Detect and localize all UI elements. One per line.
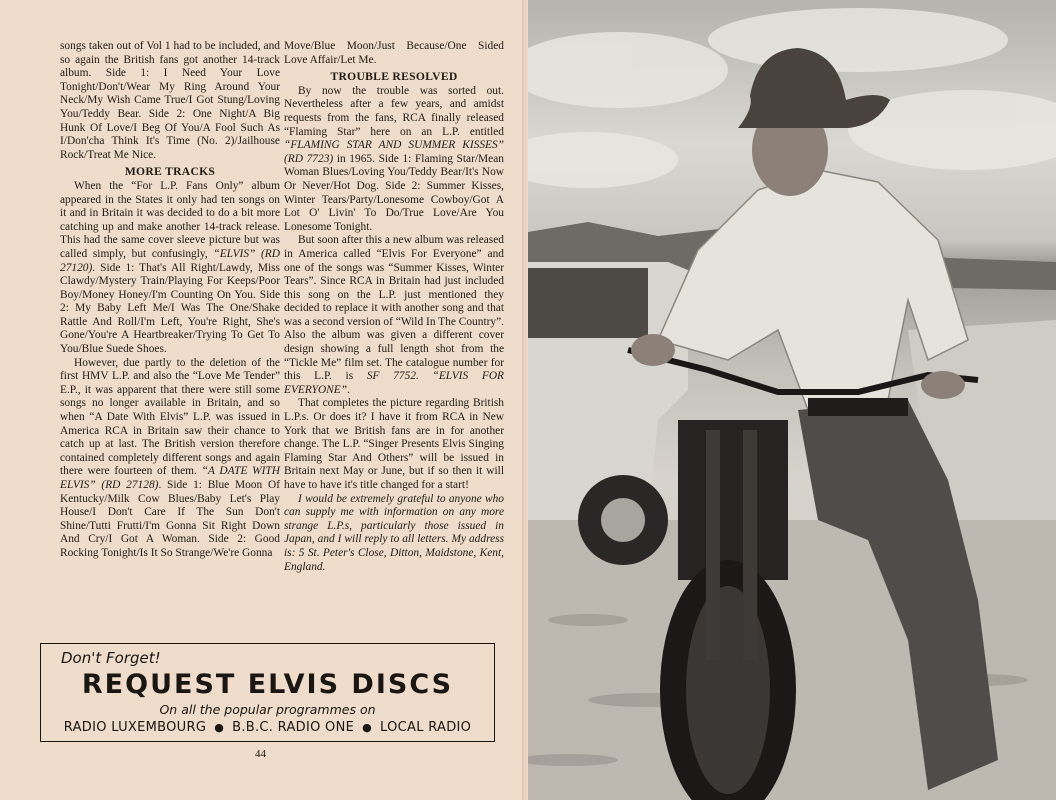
bullet-icon: ● (362, 721, 373, 734)
paragraph: songs taken out of Vol 1 had to be included, and so again the British fans got another 14-track album. Side 1: I Need Your Love Tonight/Don't/Wear My Ring Around Your Neck/My Wish Came True/I Got Stung/Loving You/Teddy Bear. Side 2: One Night/A Big Hunk Of Love/I Beg Of You/A Fool Such As I/Don'cha Think It's Time (No. 2)/Jailhouse Rock/Treat Me Nice. (60, 40, 280, 161)
right-hand (921, 371, 965, 399)
paragraph: Move/Blue Moon/Just Because/One Sided Love Affair/Let Me. (284, 40, 504, 66)
station-name: LOCAL RADIO (380, 720, 472, 735)
paragraph: By now the trouble was sorted out. Nevertheless after a few years, and amidst requests from the fans, RCA finally released “Flaming Star” here on an L.P. entitled “FLAMING STAR AND SUMMER KISSES” (RD 7723) in 1965. Side 1: Flaming Star/Mean Woman Blues/Loving You/Teddy Bear/It's Now Or Never/Hot Dog. Side 2: Summer Kisses, Winter Tears/Party/Lonesome Cowboy/Got A Lot O' Livin' To Do/True Love/Are You Lonesome Tonight. (284, 84, 504, 233)
page-number: 44 (255, 748, 266, 760)
ad-stations (41, 720, 494, 735)
article-column-1 (60, 40, 280, 561)
ad-subtitle: On all the popular programmes on (159, 702, 376, 717)
photo-page (528, 0, 1056, 800)
paragraph-italic: I would be extremely grateful to anyone who can supply me with information on any more strange L.P.s, particularly those issued in Japan, and I will reply to all letters. My address is: 5 St. Peter's Close, Ditton, Maidstone, Kent, England. (284, 492, 504, 573)
paragraph: That completes the picture regarding British L.P.s. Or does it? I have it from RCA in New York that we British fans are in for another change. The L.P. “Singer Presents Elvis Singing Flaming Star And Others” will be issued in Britain next May or June, but if so then it will have to have it's title changed for a start! (284, 397, 504, 491)
paragraph: But soon after this a new album was released in America called “Elvis For Everyone” and one of the songs was “Summer Kisses, Winter Tears”. Since RCA in Britain had just included this song on the L.P. just mentioned they decided to replace it with another song and that was a second version of “Wild In The Country”. Also the album was given a different cover design showing a full length shot from the “Tickle Me” film set. The catalogue number for this L.P. is SF 7752. “ELVIS FOR EVERYONE”. (284, 234, 505, 396)
station-name: B.B.C. RADIO ONE (232, 720, 355, 735)
belt (808, 398, 908, 416)
left-hand (631, 334, 675, 366)
car-window (528, 268, 648, 338)
station-name: RADIO LUXEMBOURG (63, 720, 207, 735)
article-column-2 (284, 40, 504, 574)
photo-man-on-motorcycle (528, 0, 1056, 800)
bullet-icon: ● (214, 721, 225, 734)
paragraph: When the “For L.P. Fans Only” album appeared in the States it only had ten songs on it and in Britain it was decided to do a bit more catching up and make another 14-track release. This had the same cover sleeve picture but was called simply, but confusingly, “ELVIS” (RD 27120). Side 1: That's All Right/Lawdy, Miss Clawdy/Mystery Train/Playing For Keeps/Poor Boy/Money Honey/I'm Counting On You. Side 2: My Baby Left Me/I Was The One/Shake Rattle And Roll/I'm Left, You're Right, She's Gone/You're A Heartbreaker/Trying To Get To You/Blue Suede Shoes. (60, 179, 280, 356)
car-hubcap (601, 498, 645, 542)
request-elvis-discs-ad (40, 643, 495, 742)
ad-title: REQUEST ELVIS DISCS (81, 669, 454, 700)
ad-kicker: Don't Forget! (61, 649, 161, 667)
section-heading-trouble-resolved: TROUBLE RESOLVED (330, 70, 458, 84)
paragraph: However, due partly to the deletion of the first HMV L.P. and also the “Love Me Tender” E.P., it was apparent that there were still some songs no longer available in Britain, and so when “A Date With Elvis” L.P. was issued in America RCA in Britain saw their chance to catch up at last. The British version therefore contained completely different songs and again there were fourteen of them. “A DATE WITH ELVIS” (RD 27128). Side 1: Blue Moon Of Kentucky/Milk Cow Blues/Baby Let's Play House/I Don't Care If The Sun Don't Shine/Tutti Frutti/I'm Gonna Sit Right Down And Cry/I Got A Woman. Side 2: Good Rocking Tonight/Is It So Strange/We're Gonna (60, 356, 280, 559)
section-heading-more-tracks: MORE TRACKS (124, 165, 216, 179)
